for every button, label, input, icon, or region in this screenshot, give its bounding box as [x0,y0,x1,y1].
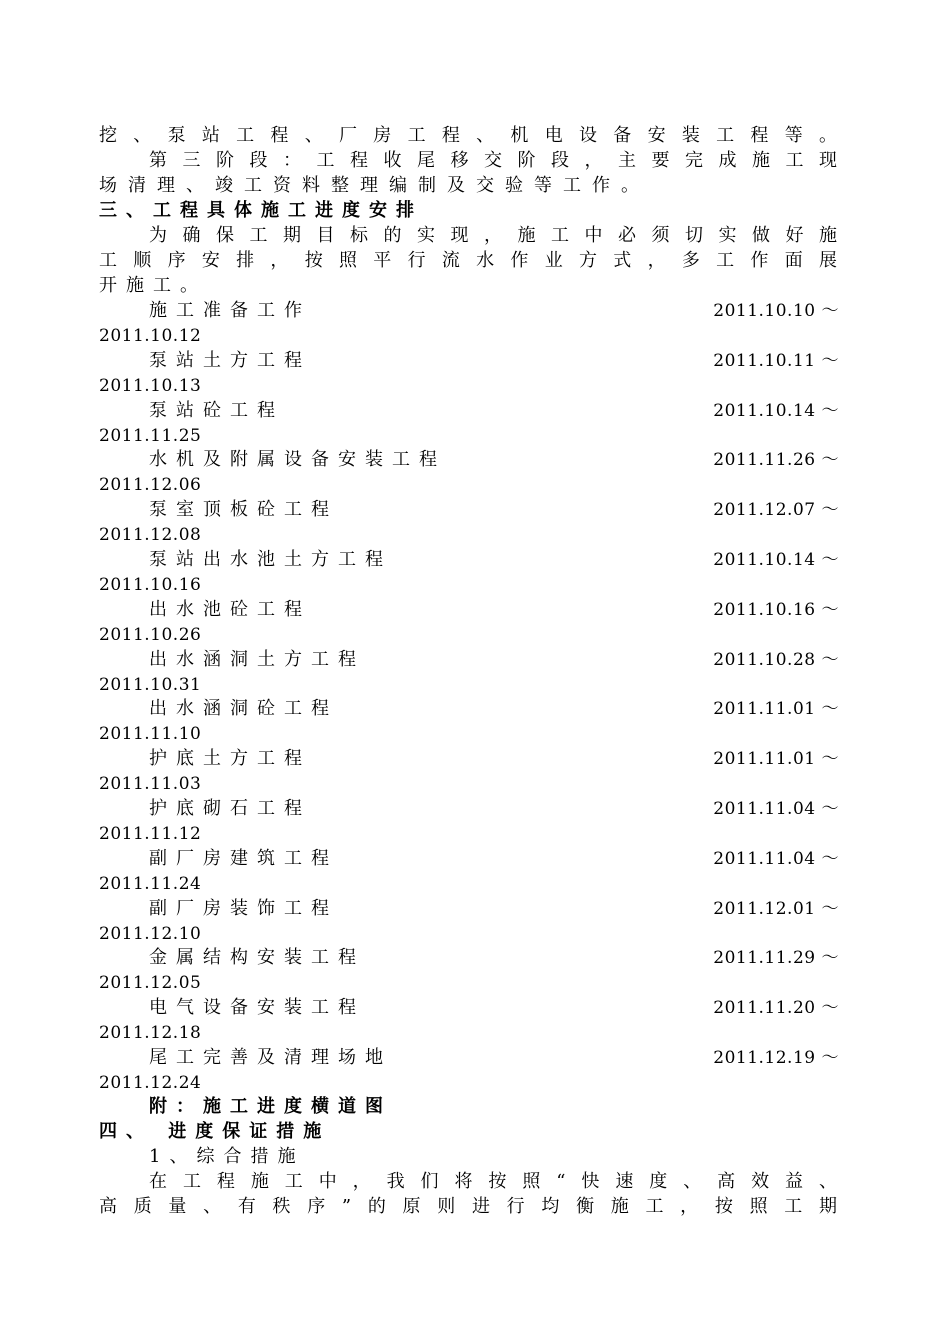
schedule-start-date: 2011.12.19 ～ [713,1048,839,1068]
paragraph-line: 开施工。 [99,275,207,296]
schedule-task-label: 泵站土方工程 [149,350,311,371]
attachment-note: 附：施工进度横道图 [149,1096,392,1117]
schedule-task-label: 出水涵洞砼工程 [149,698,338,719]
paragraph-line: 第三阶段：工程收尾移交阶段，主要完成施工现 [149,150,839,171]
schedule-end-date: 2011.12.08 [99,525,202,545]
subheading-1: 1、综合措施 [149,1146,305,1167]
paragraph-line: 为确保工期目标的实现，施工中必须切实做好施 [149,225,839,246]
schedule-end-date: 2011.10.31 [99,675,202,695]
schedule-start-date: 2011.11.26 ～ [713,450,839,470]
schedule-start-date: 2011.10.28 ～ [713,650,839,670]
schedule-start-date: 2011.11.04 ～ [713,799,839,819]
schedule-task-label: 金属结构安装工程 [149,947,365,968]
schedule-end-date: 2011.12.18 [99,1023,202,1043]
schedule-end-date: 2011.12.05 [99,973,202,993]
schedule-end-date: 2011.10.26 [99,625,202,645]
schedule-start-date: 2011.11.01 ～ [713,699,839,719]
schedule-task-label: 泵站出水池土方工程 [149,549,392,570]
schedule-start-date: 2011.12.01 ～ [713,899,839,919]
schedule-task-label: 泵站砼工程 [149,400,284,421]
paragraph-line: 在工程施工中，我们将按照“快速度、高效益、 [149,1171,839,1192]
paragraph-line: 挖、泵站工程、厂房工程、机电设备安装工程等。 [99,125,839,146]
schedule-end-date: 2011.11.25 [99,426,202,446]
schedule-end-date: 2011.12.06 [99,475,202,495]
schedule-start-date: 2011.10.14 ～ [713,550,839,570]
schedule-end-date: 2011.12.10 [99,924,202,944]
schedule-start-date: 2011.12.07 ～ [713,500,839,520]
section-heading-4: 四、 进度保证措施 [99,1121,331,1142]
schedule-end-date: 2011.11.12 [99,824,202,844]
schedule-end-date: 2011.12.24 [99,1073,202,1093]
schedule-task-label: 水机及附属设备安装工程 [149,449,446,470]
schedule-task-label: 副厂房建筑工程 [149,848,338,869]
schedule-start-date: 2011.10.10 ～ [713,301,839,321]
paragraph-line: 高质量、有秩序”的原则进行均衡施工，按照工期 [99,1196,839,1217]
paragraph-line: 场清理、竣工资料整理编制及交验等工作。 [99,175,650,196]
schedule-end-date: 2011.11.03 [99,774,202,794]
schedule-start-date: 2011.11.20 ～ [713,998,839,1018]
schedule-task-label: 泵室顶板砼工程 [149,499,338,520]
schedule-task-label: 尾工完善及清理场地 [149,1047,392,1068]
schedule-end-date: 2011.10.13 [99,376,202,396]
schedule-task-label: 施工准备工作 [149,300,311,321]
schedule-start-date: 2011.10.16 ～ [713,600,839,620]
schedule-start-date: 2011.10.14 ～ [713,401,839,421]
schedule-end-date: 2011.11.10 [99,724,202,744]
schedule-start-date: 2011.10.11 ～ [713,351,839,371]
section-heading-3: 三、工程具体施工进度安排 [99,200,423,221]
schedule-task-label: 电气设备安装工程 [149,997,365,1018]
schedule-task-label: 出水涵洞土方工程 [149,649,365,670]
schedule-task-label: 副厂房装饰工程 [149,898,338,919]
schedule-start-date: 2011.11.01 ～ [713,749,839,769]
schedule-end-date: 2011.10.16 [99,575,202,595]
schedule-end-date: 2011.11.24 [99,874,202,894]
schedule-end-date: 2011.10.12 [99,326,202,346]
schedule-task-label: 出水池砼工程 [149,599,311,620]
schedule-task-label: 护底土方工程 [149,748,311,769]
schedule-task-label: 护底砌石工程 [149,798,311,819]
schedule-start-date: 2011.11.29 ～ [713,948,839,968]
schedule-start-date: 2011.11.04 ～ [713,849,839,869]
paragraph-line: 工顺序安排，按照平行流水作业方式，多工作面展 [99,250,839,271]
